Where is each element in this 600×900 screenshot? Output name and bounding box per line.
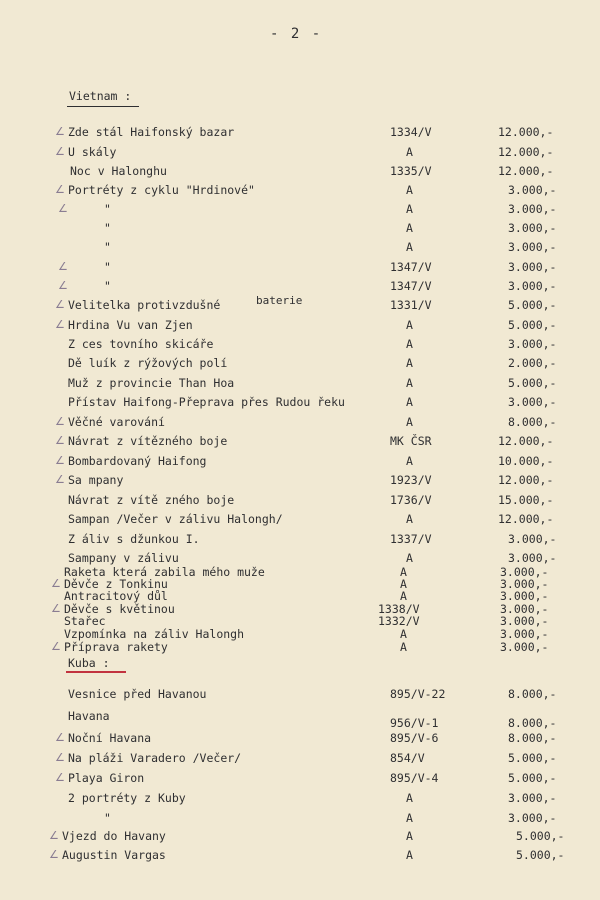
check-mark-icon: ∠ xyxy=(55,183,65,196)
price: 3.000,- xyxy=(508,279,557,293)
artwork-title: Návrat z vítě zného boje xyxy=(68,493,235,507)
check-mark-icon: ∠ xyxy=(58,279,68,292)
inventory-number: 1338/V xyxy=(378,602,420,616)
artwork-title: Dě luík z rýžových polí xyxy=(68,356,228,370)
check-mark-icon: ∠ xyxy=(49,829,59,842)
inventory-number: A xyxy=(406,848,413,862)
artwork-title: Augustin Vargas xyxy=(62,848,166,862)
list-row xyxy=(0,183,600,197)
list-row xyxy=(0,751,600,765)
list-row xyxy=(0,454,600,468)
inventory-number: 895/V-6 xyxy=(390,731,439,745)
price: 12.000,- xyxy=(498,125,554,139)
price: 5.000,- xyxy=(508,298,557,312)
list-row xyxy=(0,376,600,390)
list-row xyxy=(0,473,600,487)
inventory-number: A xyxy=(406,145,413,159)
inventory-number: 1736/V xyxy=(390,493,432,507)
list-row xyxy=(0,279,600,293)
inventory-number: 895/V-4 xyxy=(390,771,439,785)
artwork-title: Noční Havana xyxy=(68,731,152,745)
inventory-number: A xyxy=(406,811,413,825)
artwork-title: Věčné varování xyxy=(68,415,165,429)
price: 10.000,- xyxy=(498,454,554,468)
inventory-number: A xyxy=(406,202,413,216)
list-row xyxy=(0,627,600,641)
list-row xyxy=(0,811,600,825)
artwork-title: " xyxy=(104,221,111,235)
check-mark-icon: ∠ xyxy=(55,454,65,467)
price: 3.000,- xyxy=(508,551,557,565)
price: 12.000,- xyxy=(498,164,554,178)
price: 3.000,- xyxy=(500,627,549,641)
list-row xyxy=(0,356,600,370)
artwork-title: Playa Giron xyxy=(68,771,145,785)
list-row xyxy=(0,415,600,429)
section-underline-kuba xyxy=(66,671,126,673)
artwork-title: " xyxy=(104,240,111,254)
inventory-number: A xyxy=(406,240,413,254)
price: 5.000,- xyxy=(508,376,557,390)
list-row xyxy=(0,164,600,178)
artwork-title: Děvče z Tonkinu xyxy=(64,577,168,591)
inventory-number: 1334/V xyxy=(390,125,432,139)
artwork-title: Sampany v zálivu xyxy=(68,551,179,565)
artwork-title: Muž z provincie Than Hoa xyxy=(68,376,235,390)
price: 5.000,- xyxy=(508,318,557,332)
inventory-number: A xyxy=(400,577,407,591)
page-number: - 2 - xyxy=(270,26,323,42)
artwork-title: Noc v Halonghu xyxy=(70,164,167,178)
list-row xyxy=(0,589,600,603)
price: 8.000,- xyxy=(508,731,557,745)
artwork-title: Přístav Haifong-Přeprava přes Rudou řeku xyxy=(68,395,345,409)
price: 12.000,- xyxy=(498,434,554,448)
section-underline-vietnam xyxy=(67,106,139,107)
artwork-title: Z áliv s džunkou I. xyxy=(68,532,200,546)
artwork-title: " xyxy=(104,279,111,293)
price: 3.000,- xyxy=(508,395,557,409)
check-mark-icon: ∠ xyxy=(51,640,61,653)
inventory-number: 1923/V xyxy=(390,473,432,487)
inventory-number: A xyxy=(406,395,413,409)
inventory-number: A xyxy=(400,589,407,603)
inventory-number: A xyxy=(406,337,413,351)
inventory-number: 1331/V xyxy=(390,298,432,312)
inventory-number: 1347/V xyxy=(390,260,432,274)
inventory-number: 1335/V xyxy=(390,164,432,178)
check-mark-icon: ∠ xyxy=(55,125,65,138)
check-mark-icon: ∠ xyxy=(55,771,65,784)
price: 8.000,- xyxy=(508,415,557,429)
list-row xyxy=(0,395,600,409)
inventory-number: A xyxy=(406,376,413,390)
price: 8.000,- xyxy=(508,687,557,701)
inventory-number: A xyxy=(406,318,413,332)
artwork-title: Bombardovaný Haifong xyxy=(68,454,207,468)
artwork-title: " xyxy=(104,811,111,825)
price: 15.000,- xyxy=(498,493,554,507)
price: 5.000,- xyxy=(516,829,565,843)
price: 12.000,- xyxy=(498,473,554,487)
handwritten-correction: baterie xyxy=(256,294,303,307)
artwork-title: Na pláži Varadero /Večer/ xyxy=(68,751,242,765)
check-mark-icon: ∠ xyxy=(55,731,65,744)
list-row xyxy=(0,551,600,565)
artwork-title: Děvče s květinou xyxy=(64,602,175,616)
list-row xyxy=(0,687,600,701)
inventory-number: A xyxy=(400,565,407,579)
list-row xyxy=(0,771,600,785)
artwork-title: Z ces tovního skicáře xyxy=(68,337,214,351)
inventory-number: A xyxy=(400,627,407,641)
price: 3.000,- xyxy=(508,791,557,805)
artwork-title: 2 portréty z Kuby xyxy=(68,791,186,805)
artwork-title: Antracitový důl xyxy=(64,589,168,603)
price: 3.000,- xyxy=(508,811,557,825)
section-heading-vietnam: Vietnam : xyxy=(69,89,132,103)
price: 5.000,- xyxy=(508,751,557,765)
inventory-number: A xyxy=(406,551,413,565)
list-row xyxy=(0,260,600,274)
artwork-title: Portréty z cyklu "Hrdinové" xyxy=(68,183,255,197)
list-row xyxy=(0,145,600,159)
price: 3.000,- xyxy=(500,614,549,628)
list-row xyxy=(0,532,600,546)
price: 3.000,- xyxy=(508,202,557,216)
price: 8.000,- xyxy=(508,716,557,730)
inventory-number: A xyxy=(406,791,413,805)
list-row xyxy=(0,848,600,862)
inventory-number: A xyxy=(406,454,413,468)
artwork-title: Vesnice před Havanou xyxy=(68,687,207,701)
inventory-number: A xyxy=(406,183,413,197)
list-row xyxy=(0,240,600,254)
artwork-title: U skály xyxy=(68,145,117,159)
list-row xyxy=(0,791,600,805)
list-row xyxy=(0,709,600,730)
artwork-title: Stařec xyxy=(64,614,106,628)
artwork-title: Návrat z vítězného boje xyxy=(68,434,228,448)
inventory-number: 854/V xyxy=(390,751,425,765)
check-mark-icon: ∠ xyxy=(51,577,61,590)
check-mark-icon: ∠ xyxy=(55,415,65,428)
artwork-title: Havana xyxy=(68,709,110,723)
inventory-number: 1337/V xyxy=(390,532,432,546)
check-mark-icon: ∠ xyxy=(49,848,59,861)
check-mark-icon: ∠ xyxy=(55,751,65,764)
price: 2.000,- xyxy=(508,356,557,370)
artwork-title: Velitelka protivzdušné xyxy=(68,298,221,312)
artwork-title: Sampan /Večer v zálivu Halongh/ xyxy=(68,512,283,526)
list-row xyxy=(0,493,600,507)
price: 12.000,- xyxy=(498,512,554,526)
list-row xyxy=(0,731,600,745)
artwork-title: Hrdina Vu van Zjen xyxy=(68,318,193,332)
check-mark-icon: ∠ xyxy=(51,602,61,615)
inventory-number: A xyxy=(400,640,407,654)
inventory-number: A xyxy=(406,512,413,526)
check-mark-icon: ∠ xyxy=(58,260,68,273)
price: 3.000,- xyxy=(508,240,557,254)
section-heading-kuba: Kuba : xyxy=(68,656,110,670)
artwork-title: Raketa která zabila mého muže xyxy=(64,565,265,579)
price: 3.000,- xyxy=(500,640,549,654)
list-row xyxy=(0,614,600,628)
inventory-number: 895/V-22 xyxy=(390,687,446,701)
price: 3.000,- xyxy=(500,577,549,591)
inventory-number: A xyxy=(406,415,413,429)
check-mark-icon: ∠ xyxy=(58,202,68,215)
list-row xyxy=(0,318,600,332)
price: 3.000,- xyxy=(508,337,557,351)
inventory-number: MK ČSR xyxy=(390,434,432,448)
price: 3.000,- xyxy=(508,260,557,274)
inventory-number: 956/V-1 xyxy=(390,716,439,730)
artwork-title: Vjezd do Havany xyxy=(62,829,166,843)
price: 3.000,- xyxy=(508,183,557,197)
list-row xyxy=(0,512,600,526)
inventory-number: A xyxy=(406,356,413,370)
check-mark-icon: ∠ xyxy=(55,473,65,486)
artwork-title: " xyxy=(104,202,111,216)
check-mark-icon: ∠ xyxy=(55,434,65,447)
inventory-number: 1332/V xyxy=(378,614,420,628)
list-row xyxy=(0,202,600,216)
list-row xyxy=(0,829,600,843)
check-mark-icon: ∠ xyxy=(55,145,65,158)
artwork-title: Zde stál Haifonský bazar xyxy=(68,125,235,139)
list-row xyxy=(0,125,600,139)
price: 5.000,- xyxy=(516,848,565,862)
inventory-number: A xyxy=(406,829,413,843)
list-row xyxy=(0,434,600,448)
price: 5.000,- xyxy=(508,771,557,785)
price: 3.000,- xyxy=(500,589,549,603)
list-row xyxy=(0,337,600,351)
price: 3.000,- xyxy=(508,532,557,546)
price: 3.000,- xyxy=(508,221,557,235)
inventory-number: 1347/V xyxy=(390,279,432,293)
artwork-title: Sa mpany xyxy=(68,473,124,487)
artwork-title: Příprava rakety xyxy=(64,640,168,654)
price: 3.000,- xyxy=(500,602,549,616)
check-mark-icon: ∠ xyxy=(55,318,65,331)
list-row xyxy=(0,640,600,654)
check-mark-icon: ∠ xyxy=(55,298,65,311)
price: 12.000,- xyxy=(498,145,554,159)
inventory-number: A xyxy=(406,221,413,235)
artwork-title: Vzpomínka na záliv Halongh xyxy=(64,627,245,641)
list-row xyxy=(0,221,600,235)
artwork-title: " xyxy=(104,260,111,274)
price: 3.000,- xyxy=(500,565,549,579)
